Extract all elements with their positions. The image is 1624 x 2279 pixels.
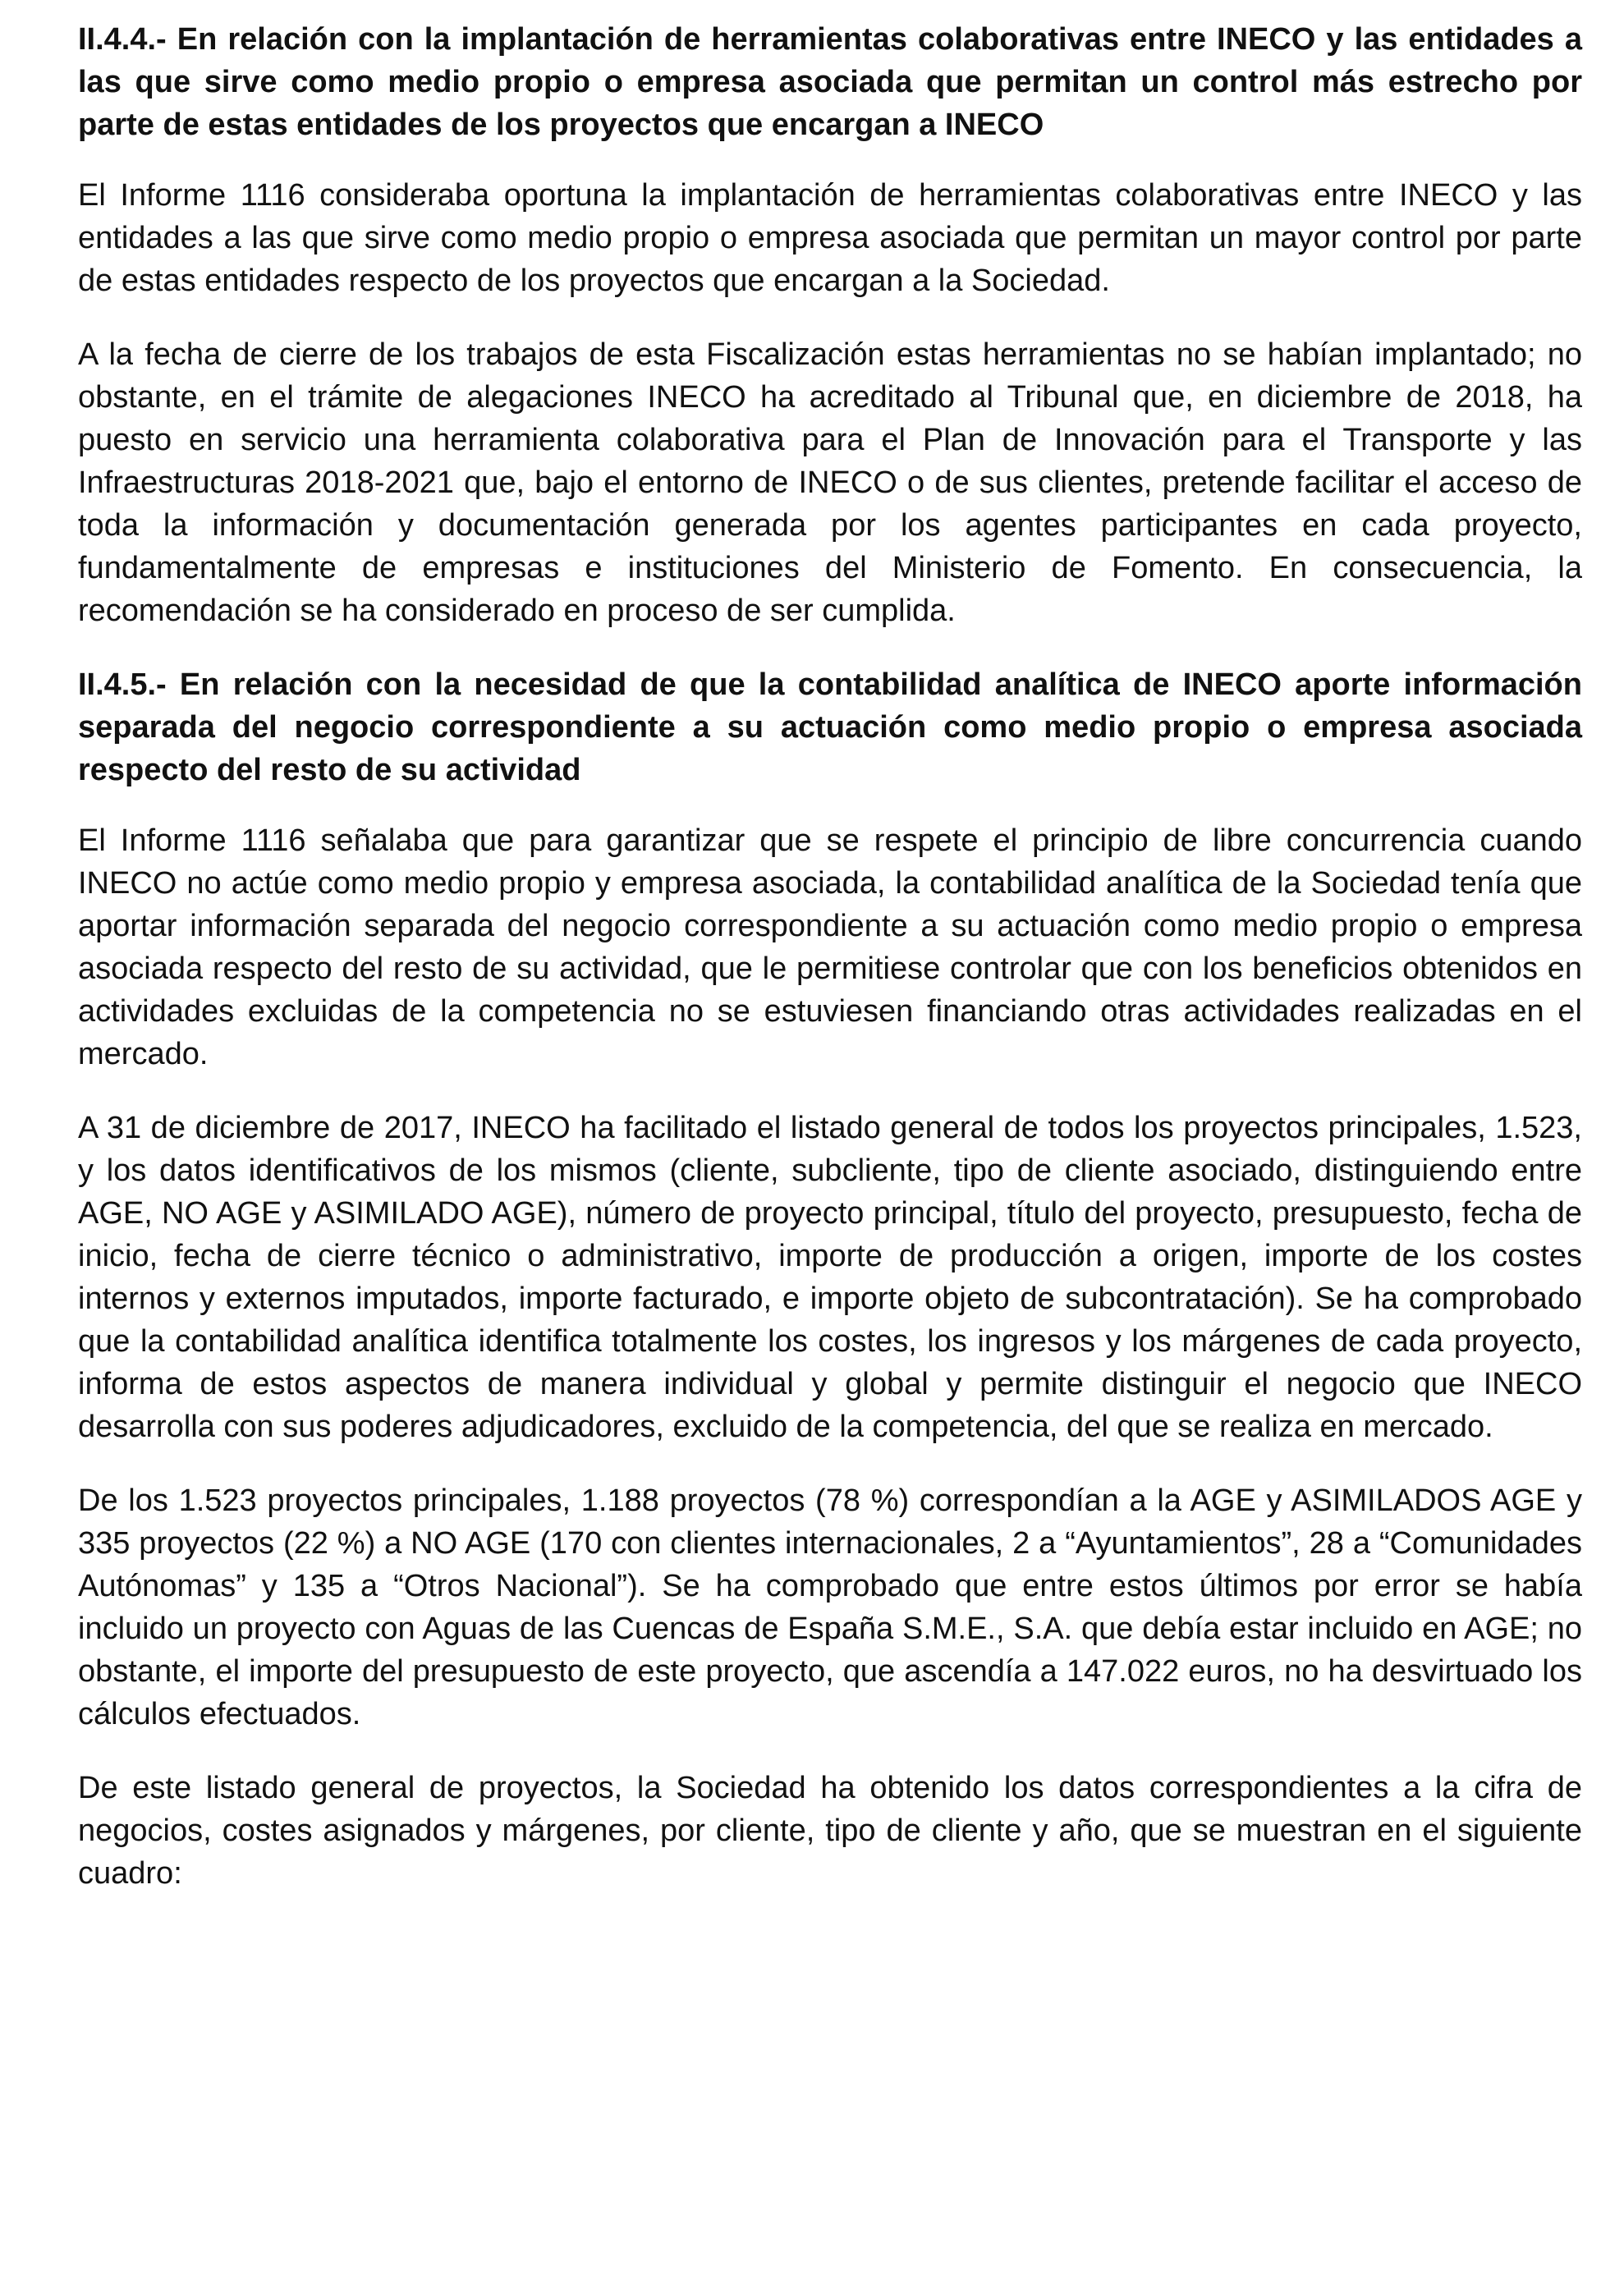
section-ii-4-5 [78, 663, 1582, 1895]
paragraph: De este listado general de proyectos, la Sociedad ha obtenido los datos correspondientes a la cifra de negocios, costes asignados y márgenes, por cliente, tipo de cliente y año, que se muestran en el siguiente cuadro: [78, 1771, 1582, 1891]
paragraph: El Informe 1116 señalaba que para garantizar que se respete el principio de libre concurrencia cuando INECO no actúe como medio propio y empresa asociada, la contabilidad analítica de la Sociedad tenía que aportar información separada del negocio correspondiente a su actuación como medio propio o empresa asociada respecto del resto de su actividad, que le permitiese controlar que con los beneficios obtenidos en actividades excluidas de la competencia no se estuviesen financiando otras actividades realizadas en el mercado. [78, 823, 1582, 1071]
section-heading: II.4.4.- En relación con la implantación de herramientas colaborativas entre INECO y las entidades a las que sirve como medio propio o empresa asociada que permitan un control más estrecho por parte de estas entidades de los proyectos que encargan a INECO [78, 22, 1582, 142]
document-page [78, 18, 1582, 1895]
section-heading: II.4.5.- En relación con la necesidad de que la contabilidad analítica de INECO aporte información separada del negocio correspondiente a su actuación como medio propio o empresa asociada respecto del resto de su actividad [78, 667, 1582, 787]
paragraph: A 31 de diciembre de 2017, INECO ha facilitado el listado general de todos los proyectos principales, 1.523, y los datos identificativos de los mismos (cliente, subcliente, tipo de cliente asociado, distinguiendo entre AGE, NO AGE y ASIMILADO AGE), número de proyecto principal, título del proyecto, presupuesto, fecha de inicio, fecha de cierre técnico o administrativo, importe de producción a origen, importe de los costes internos y externos imputados, importe facturado, e importe objeto de subcontratación). Se ha comprobado que la contabilidad analítica identifica totalmente los costes, los ingresos y los márgenes de cada proyecto, informa de estos aspectos de manera individual y global y permite distinguir el negocio que INECO desarrolla con sus poderes adjudicadores, excluido de la competencia, del que se realiza en mercado. [78, 1111, 1582, 1444]
paragraph: A la fecha de cierre de los trabajos de esta Fiscalización estas herramientas no se habían implantado; no obstante, en el trámite de alegaciones INECO ha acreditado al Tribunal que, en diciembre de 2018, ha puesto en servicio una herramienta colaborativa para el Plan de Innovación para el Transporte y las Infraestructuras 2018-2021 que, bajo el entorno de INECO o de sus clientes, pretende facilitar el acceso de toda la información y documentación generada por los agentes participantes en cada proyecto, fundamentalmente de empresas e instituciones del Ministerio de Fomento. En consecuencia, la recomendación se ha considerado en proceso de ser cumplida. [78, 337, 1582, 628]
paragraph: De los 1.523 proyectos principales, 1.188 proyectos (78 %) correspondían a la AGE y ASIMILADOS AGE y 335 proyectos (22 %) a NO AGE (170 con clientes internacionales, 2 a “Ayuntamientos”, 28 a “Comunidades Autónomas” y 135 a “Otros Nacional”). Se ha comprobado que entre estos últimos por error se había incluido un proyecto con Aguas de las Cuencas de España S.M.E., S.A. que debía estar incluido en AGE; no obstante, el importe del presupuesto de este proyecto, que ascendía a 147.022 euros, no ha desvirtuado los cálculos efectuados. [78, 1483, 1582, 1731]
section-ii-4-4 [78, 18, 1582, 632]
paragraph: El Informe 1116 consideraba oportuna la implantación de herramientas colaborativas entre INECO y las entidades a las que sirve como medio propio o empresa asociada que permitan un mayor control por parte de estas entidades respecto de los proyectos que encargan a la Sociedad. [78, 178, 1582, 298]
